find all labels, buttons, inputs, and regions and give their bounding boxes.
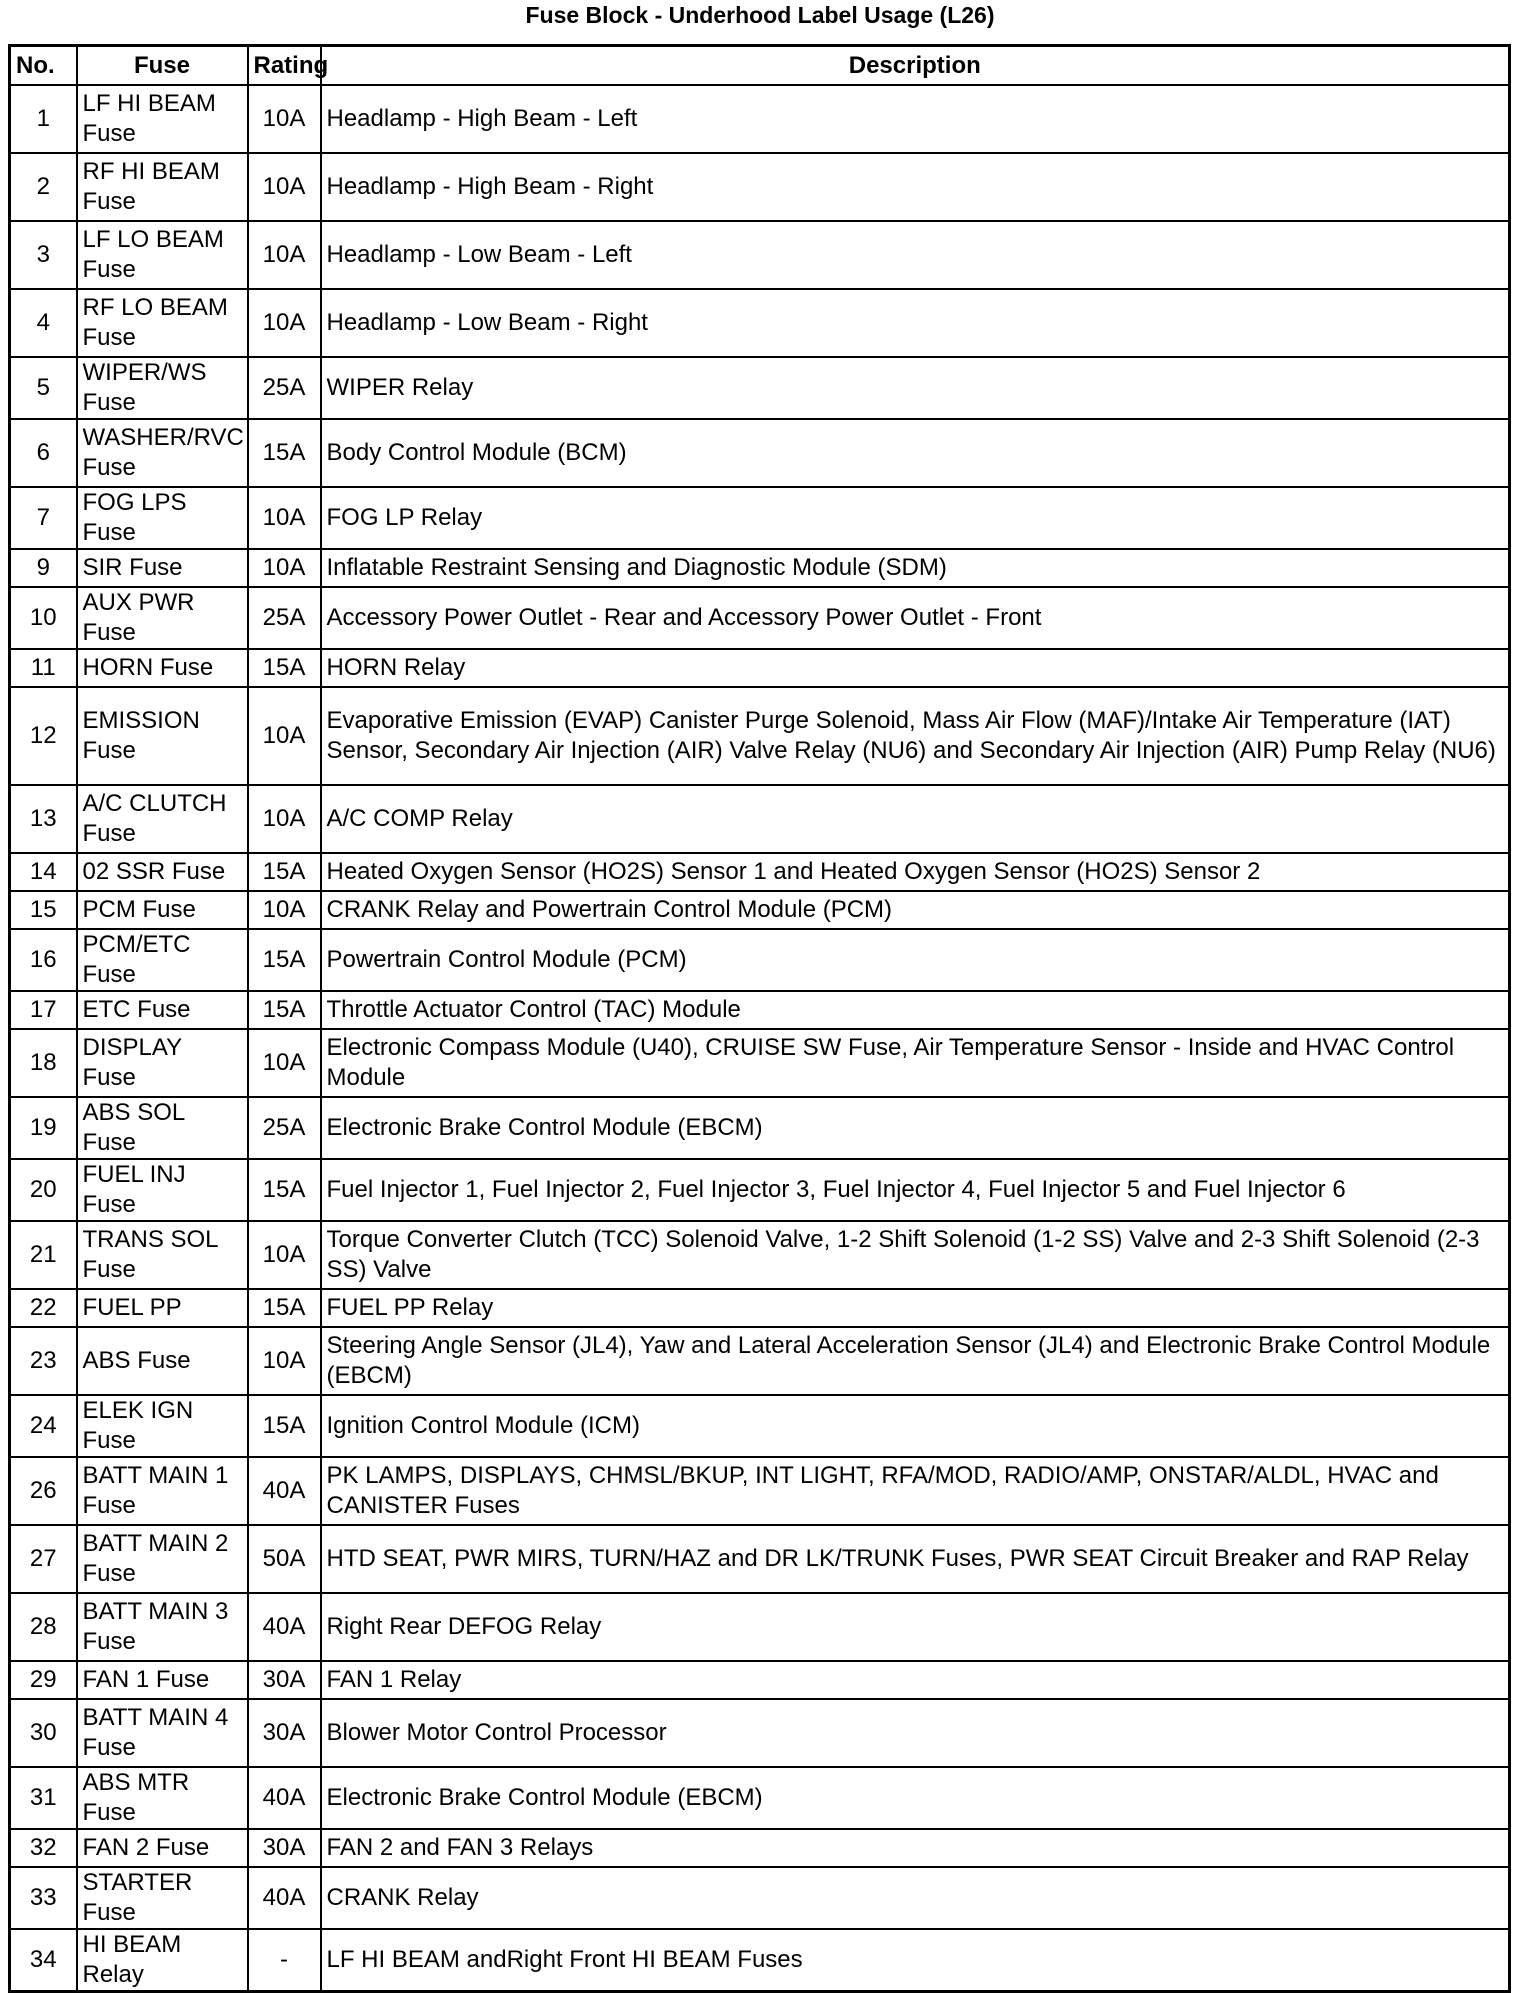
fuse-rating-cell: 15A xyxy=(248,419,321,487)
fuse-name-cell: ABS Fuse xyxy=(77,1327,248,1395)
fuse-description-cell: Heated Oxygen Sensor (HO2S) Sensor 1 and Heated Oxygen Sensor (HO2S) Sensor 2 xyxy=(321,853,1510,891)
fuse-description-cell: PK LAMPS, DISPLAYS, CHMSL/BKUP, INT LIGHT, RFA/MOD, RADIO/AMP, ONSTAR/ALDL, HVAC and CANISTER Fuses xyxy=(321,1457,1510,1525)
fuse-name-cell: BATT MAIN 2 Fuse xyxy=(77,1525,248,1593)
fuse-name-cell: LF LO BEAM Fuse xyxy=(77,221,248,289)
fuse-description-cell: Torque Converter Clutch (TCC) Solenoid Valve, 1-2 Shift Solenoid (1-2 SS) Valve and 2-3 Shift Solenoid (2-3 SS) Valve xyxy=(321,1221,1510,1289)
fuse-number-cell: 29 xyxy=(10,1661,77,1699)
fuse-rating-cell: 10A xyxy=(248,487,321,549)
fuse-rating-cell: 10A xyxy=(248,549,321,587)
fuse-name-cell: WASHER/RVC Fuse xyxy=(77,419,248,487)
fuse-description-cell: Electronic Brake Control Module (EBCM) xyxy=(321,1767,1510,1829)
table-row xyxy=(10,891,1510,929)
fuse-name-cell: TRANS SOL Fuse xyxy=(77,1221,248,1289)
fuse-number-cell: 20 xyxy=(10,1159,77,1221)
table-row xyxy=(10,649,1510,687)
fuse-description-cell: Right Rear DEFOG Relay xyxy=(321,1593,1510,1661)
column-header-fuse: Fuse xyxy=(77,46,248,86)
table-row xyxy=(10,929,1510,991)
fuse-rating-cell: 15A xyxy=(248,991,321,1029)
fuse-number-cell: 28 xyxy=(10,1593,77,1661)
fuse-number-cell: 9 xyxy=(10,549,77,587)
fuse-rating-cell: 10A xyxy=(248,891,321,929)
fuse-number-cell: 24 xyxy=(10,1395,77,1457)
fuse-name-cell: LF HI BEAM Fuse xyxy=(77,85,248,153)
fuse-number-cell: 21 xyxy=(10,1221,77,1289)
fuse-name-cell: EMISSION Fuse xyxy=(77,687,248,785)
fuse-name-cell: FUEL INJ Fuse xyxy=(77,1159,248,1221)
fuse-number-cell: 18 xyxy=(10,1029,77,1097)
fuse-name-cell: WIPER/WS Fuse xyxy=(77,357,248,419)
table-row xyxy=(10,1593,1510,1661)
fuse-description-cell: Electronic Brake Control Module (EBCM) xyxy=(321,1097,1510,1159)
table-row xyxy=(10,991,1510,1029)
table-row xyxy=(10,419,1510,487)
fuse-rating-cell: 10A xyxy=(248,85,321,153)
fuse-name-cell: PCM/ETC Fuse xyxy=(77,929,248,991)
fuse-rating-cell: 10A xyxy=(248,687,321,785)
fuse-name-cell: FOG LPS Fuse xyxy=(77,487,248,549)
fuse-rating-cell: 10A xyxy=(248,1221,321,1289)
column-header-description: Description xyxy=(321,46,1510,86)
fuse-description-cell: HORN Relay xyxy=(321,649,1510,687)
fuse-description-cell: Fuel Injector 1, Fuel Injector 2, Fuel Injector 3, Fuel Injector 4, Fuel Injector 5 and Fuel Injector 6 xyxy=(321,1159,1510,1221)
fuse-name-cell: AUX PWR Fuse xyxy=(77,587,248,649)
table-row xyxy=(10,357,1510,419)
table-row xyxy=(10,1661,1510,1699)
fuse-description-cell: FAN 1 Relay xyxy=(321,1661,1510,1699)
fuse-rating-cell: 40A xyxy=(248,1593,321,1661)
table-row xyxy=(10,853,1510,891)
fuse-number-cell: 5 xyxy=(10,357,77,419)
fuse-name-cell: RF HI BEAM Fuse xyxy=(77,153,248,221)
table-row xyxy=(10,1289,1510,1327)
table-row xyxy=(10,1767,1510,1829)
fuse-rating-cell: 15A xyxy=(248,649,321,687)
fuse-number-cell: 3 xyxy=(10,221,77,289)
fuse-rating-cell: 40A xyxy=(248,1867,321,1929)
fuse-rating-cell: 10A xyxy=(248,153,321,221)
table-row xyxy=(10,1395,1510,1457)
fuse-number-cell: 27 xyxy=(10,1525,77,1593)
fuse-rating-cell: 25A xyxy=(248,1097,321,1159)
table-row xyxy=(10,1221,1510,1289)
table-row xyxy=(10,1029,1510,1097)
fuse-rating-cell: 30A xyxy=(248,1829,321,1867)
fuse-number-cell: 10 xyxy=(10,587,77,649)
fuse-description-cell: HTD SEAT, PWR MIRS, TURN/HAZ and DR LK/TRUNK Fuses, PWR SEAT Circuit Breaker and RAP Relay xyxy=(321,1525,1510,1593)
fuse-number-cell: 19 xyxy=(10,1097,77,1159)
fuse-number-cell: 11 xyxy=(10,649,77,687)
fuse-rating-cell: 10A xyxy=(248,785,321,853)
fuse-description-cell: Headlamp - Low Beam - Left xyxy=(321,221,1510,289)
fuse-rating-cell: 15A xyxy=(248,1395,321,1457)
fuse-name-cell: PCM Fuse xyxy=(77,891,248,929)
fuse-rating-cell: 10A xyxy=(248,289,321,357)
table-row xyxy=(10,1867,1510,1929)
fuse-description-cell: Throttle Actuator Control (TAC) Module xyxy=(321,991,1510,1029)
fuse-description-cell: FUEL PP Relay xyxy=(321,1289,1510,1327)
fuse-name-cell: HI BEAM Relay xyxy=(77,1929,248,1992)
fuse-name-cell: FUEL PP xyxy=(77,1289,248,1327)
fuse-rating-cell: 40A xyxy=(248,1457,321,1525)
fuse-number-cell: 33 xyxy=(10,1867,77,1929)
fuse-name-cell: ETC Fuse xyxy=(77,991,248,1029)
column-header-rating: Rating xyxy=(248,46,321,86)
fuse-number-cell: 15 xyxy=(10,891,77,929)
table-body xyxy=(10,85,1510,1992)
fuse-description-cell: WIPER Relay xyxy=(321,357,1510,419)
table-row xyxy=(10,549,1510,587)
fuse-description-cell: A/C COMP Relay xyxy=(321,785,1510,853)
table-row xyxy=(10,1097,1510,1159)
fuse-number-cell: 17 xyxy=(10,991,77,1029)
fuse-rating-cell: 15A xyxy=(248,929,321,991)
fuse-number-cell: 2 xyxy=(10,153,77,221)
fuse-description-cell: Electronic Compass Module (U40), CRUISE SW Fuse, Air Temperature Sensor - Inside and HVAC Control Module xyxy=(321,1029,1510,1097)
table-header-row xyxy=(10,46,1510,86)
fuse-description-cell: Steering Angle Sensor (JL4), Yaw and Lateral Acceleration Sensor (JL4) and Electronic Brake Control Module (EBCM) xyxy=(321,1327,1510,1395)
fuse-number-cell: 34 xyxy=(10,1929,77,1992)
table-row xyxy=(10,1327,1510,1395)
fuse-description-cell: Body Control Module (BCM) xyxy=(321,419,1510,487)
table-row xyxy=(10,687,1510,785)
fuse-table xyxy=(8,44,1511,1993)
fuse-number-cell: 1 xyxy=(10,85,77,153)
fuse-number-cell: 12 xyxy=(10,687,77,785)
page-title: Fuse Block - Underhood Label Usage (L26) xyxy=(525,2,995,28)
fuse-name-cell: RF LO BEAM Fuse xyxy=(77,289,248,357)
table-row xyxy=(10,487,1510,549)
column-header-no: No. xyxy=(10,46,77,86)
fuse-description-cell: FOG LP Relay xyxy=(321,487,1510,549)
fuse-rating-cell: - xyxy=(248,1929,321,1992)
fuse-number-cell: 23 xyxy=(10,1327,77,1395)
fuse-description-cell: Headlamp - Low Beam - Right xyxy=(321,289,1510,357)
fuse-name-cell: SIR Fuse xyxy=(77,549,248,587)
fuse-description-cell: Evaporative Emission (EVAP) Canister Purge Solenoid, Mass Air Flow (MAF)/Intake Air Temperature (IAT) Sensor, Secondary Air Injection (AIR) Valve Relay (NU6) and Secondary Air Injection (AIR) Pump Relay (NU6) xyxy=(321,687,1510,785)
fuse-description-cell: Accessory Power Outlet - Rear and Accessory Power Outlet - Front xyxy=(321,587,1510,649)
fuse-rating-cell: 10A xyxy=(248,1327,321,1395)
table-row xyxy=(10,1525,1510,1593)
fuse-name-cell: ABS MTR Fuse xyxy=(77,1767,248,1829)
fuse-number-cell: 26 xyxy=(10,1457,77,1525)
fuse-rating-cell: 50A xyxy=(248,1525,321,1593)
fuse-name-cell: BATT MAIN 3 Fuse xyxy=(77,1593,248,1661)
fuse-description-cell: CRANK Relay xyxy=(321,1867,1510,1929)
fuse-name-cell: ABS SOL Fuse xyxy=(77,1097,248,1159)
fuse-name-cell: FAN 2 Fuse xyxy=(77,1829,248,1867)
fuse-description-cell: LF HI BEAM andRight Front HI BEAM Fuses xyxy=(321,1929,1510,1992)
fuse-number-cell: 32 xyxy=(10,1829,77,1867)
fuse-number-cell: 30 xyxy=(10,1699,77,1767)
table-row xyxy=(10,1457,1510,1525)
fuse-rating-cell: 30A xyxy=(248,1661,321,1699)
fuse-rating-cell: 15A xyxy=(248,1289,321,1327)
table-row xyxy=(10,587,1510,649)
fuse-rating-cell: 10A xyxy=(248,1029,321,1097)
table-row xyxy=(10,85,1510,153)
fuse-name-cell: STARTER Fuse xyxy=(77,1867,248,1929)
fuse-number-cell: 4 xyxy=(10,289,77,357)
fuse-rating-cell: 40A xyxy=(248,1767,321,1829)
table-row xyxy=(10,785,1510,853)
table-row xyxy=(10,221,1510,289)
fuse-name-cell: ELEK IGN Fuse xyxy=(77,1395,248,1457)
fuse-rating-cell: 15A xyxy=(248,853,321,891)
table-row xyxy=(10,1699,1510,1767)
fuse-rating-cell: 25A xyxy=(248,357,321,419)
fuse-description-cell: Inflatable Restraint Sensing and Diagnostic Module (SDM) xyxy=(321,549,1510,587)
fuse-name-cell: HORN Fuse xyxy=(77,649,248,687)
fuse-name-cell: A/C CLUTCH Fuse xyxy=(77,785,248,853)
fuse-description-cell: Headlamp - High Beam - Right xyxy=(321,153,1510,221)
table-row xyxy=(10,153,1510,221)
fuse-name-cell: FAN 1 Fuse xyxy=(77,1661,248,1699)
fuse-number-cell: 16 xyxy=(10,929,77,991)
fuse-number-cell: 31 xyxy=(10,1767,77,1829)
fuse-name-cell: 02 SSR Fuse xyxy=(77,853,248,891)
fuse-rating-cell: 10A xyxy=(248,221,321,289)
fuse-number-cell: 13 xyxy=(10,785,77,853)
fuse-description-cell: Powertrain Control Module (PCM) xyxy=(321,929,1510,991)
fuse-name-cell: DISPLAY Fuse xyxy=(77,1029,248,1097)
fuse-number-cell: 7 xyxy=(10,487,77,549)
fuse-name-cell: BATT MAIN 4 Fuse xyxy=(77,1699,248,1767)
fuse-number-cell: 22 xyxy=(10,1289,77,1327)
fuse-description-cell: Headlamp - High Beam - Left xyxy=(321,85,1510,153)
fuse-description-cell: FAN 2 and FAN 3 Relays xyxy=(321,1829,1510,1867)
fuse-number-cell: 6 xyxy=(10,419,77,487)
fuse-description-cell: Blower Motor Control Processor xyxy=(321,1699,1510,1767)
fuse-description-cell: CRANK Relay and Powertrain Control Module (PCM) xyxy=(321,891,1510,929)
table-row xyxy=(10,289,1510,357)
table-row xyxy=(10,1829,1510,1867)
fuse-rating-cell: 15A xyxy=(248,1159,321,1221)
table-row xyxy=(10,1929,1510,1992)
table-row xyxy=(10,1159,1510,1221)
fuse-rating-cell: 25A xyxy=(248,587,321,649)
fuse-rating-cell: 30A xyxy=(248,1699,321,1767)
fuse-name-cell: BATT MAIN 1 Fuse xyxy=(77,1457,248,1525)
fuse-number-cell: 14 xyxy=(10,853,77,891)
fuse-description-cell: Ignition Control Module (ICM) xyxy=(321,1395,1510,1457)
